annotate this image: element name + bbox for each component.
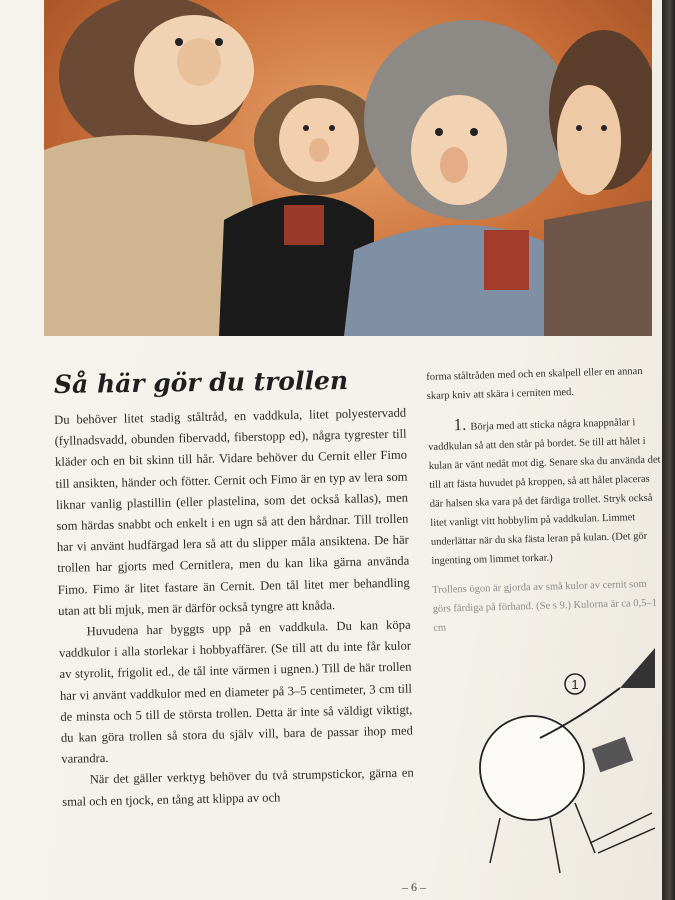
- left-text-column: [54, 403, 414, 813]
- page-number: – 6 –: [402, 880, 426, 894]
- paragraph-materials: Du behöver litet stadig ståltråd, en vaddkula, litet polyestervadd (fyllnadsvadd, obunden fibervadd, fiberstopp ed), några tygrester till kläder och en bit skinn till hår. Vidare behöver du Cernit eller Fimo till ansikten, händer och fötter. Cernit och Fimo är en typ av lera som liknar vanlig plastillin (eller plastelina, som det också kallas), men som härdas snabbt och enkelt i en ugn så att den hårdnar. Till trollen har vi använt hudfärgad lera så att du slipper måla ansiktena. De här trollen har gjorts med Cernitlera, men du kan lika gärna använda Fimo. Fimo är litet fastare än Cernit. Den tål litet mer behandling utan att bli mjuk, men är därför också tyngre att knåda.: [54, 405, 410, 618]
- troll-photo-illustration: [44, 0, 652, 336]
- step-1-diagram: [470, 618, 662, 880]
- paragraph-heads: Huvudena har byggts upp på en vaddkula. Du kan köpa vaddkulor i alla storlekar i hobbyaffärer. (Se till att du inte får kulor av styrolit, frigolit ed., de tål inte värmen i ugnen.) Till de här trollen har vi använt vaddkulor med en diameter på 3–5 centimeter, 3 cm till de minsta och 5 till de största trollen. Detta är inte så väldigt viktigt, du kan göra trollen så stora du själv vill, bara de passar ihop med varandra.: [58, 617, 413, 767]
- paragraph-tools-continued: forma ståltråden med och en skalpell eller en annan skarp kniv att skära i cerniten med.: [426, 365, 643, 402]
- step-marker-label: 1: [571, 677, 579, 692]
- cotton-ball-pin-illustration: [470, 618, 662, 880]
- right-text-column: [426, 362, 666, 648]
- step-number: 1.: [453, 414, 467, 435]
- step-1-paragraph: [427, 410, 663, 571]
- book-page-edge: [662, 0, 675, 900]
- troll-dolls-photo: [44, 0, 652, 336]
- cotton-ball-shape: [480, 716, 584, 820]
- step-1-text: Börja med att sticka några knappnålar i vaddkulan så att den står på bordet. Se till att hålet i kulan är vänt nedåt mot dig. Senare ska du använda det till att fästa huvudet på kroppen, så att hålet placeras där halsen ska vara på det färdiga trollet. Stryk också litet vanligt vitt hobbylim på vaddkulan. Limmet underlättar när du ska fästa leran på kulan. (Det gör ingenting om limmet torkar.): [428, 417, 661, 567]
- section-heading: Så här gör du trollen: [53, 365, 349, 400]
- paragraph-tools: När det gäller verktyg behöver du två strumpstickor, gärna en smal och en tjock, en tång att klippa av och: [62, 766, 414, 809]
- paragraph-eyes-note: Trollens ögon är gjorda av små kulor av cernit som görs färdiga på förhand. (Se s 9.) Kulorna är ca 0,5–1 cm: [432, 578, 658, 634]
